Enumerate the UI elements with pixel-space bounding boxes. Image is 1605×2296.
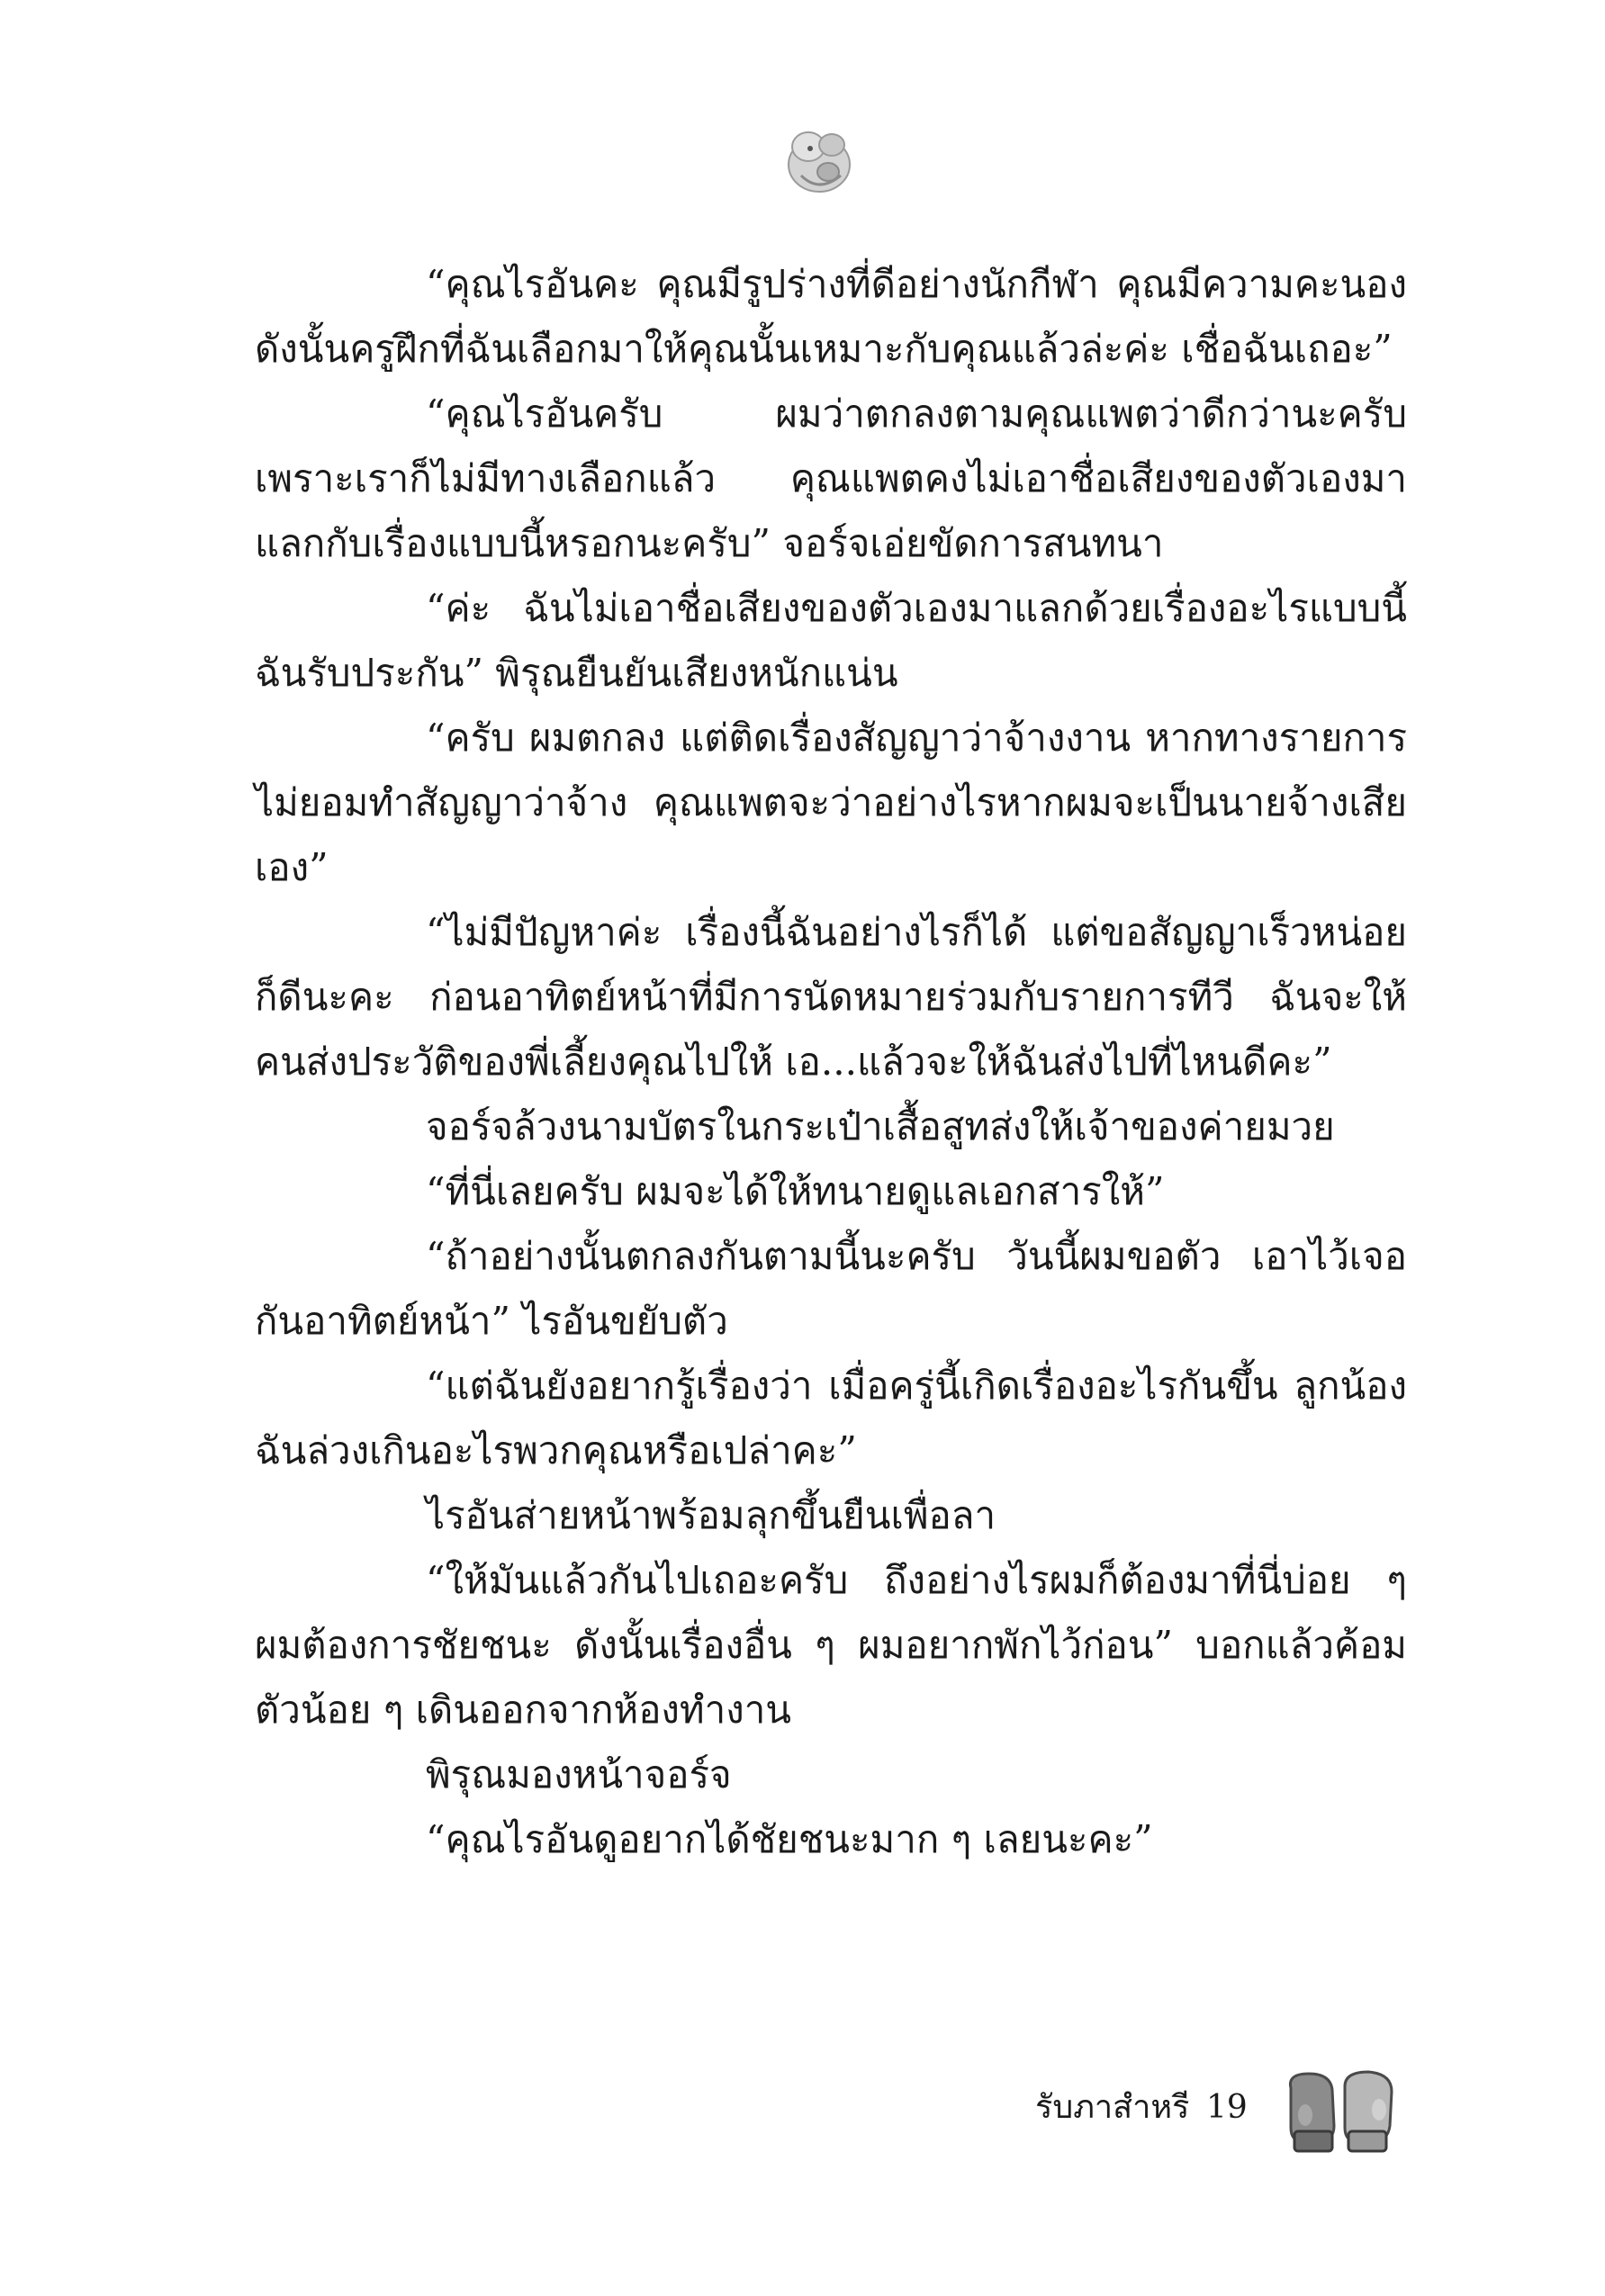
boxing-gloves-icon	[1278, 2070, 1404, 2156]
paragraph: “แต่ฉันยังอยากรู้เรื่องว่า เมื่อครู่นี้เกิดเรื่องอะไรกันขึ้น ลูกน้องฉันล่วงเกินอะไรพวกคุณหรือเปล่าคะ”	[255, 1364, 1407, 1472]
paragraph: “ที่นี่เลยครับ ผมจะได้ให้ทนายดูแลเอกสารให้”	[426, 1169, 1165, 1213]
cartoon-ornament-icon	[774, 113, 864, 203]
paragraph: “ครับ ผมตกลง แต่ติดเรื่องสัญญาว่าจ้างงาน หากทางรายการไม่ยอมทำสัญญาว่าจ้าง คุณแพตจะว่าอย่างไรหากผมจะเป็นนายจ้างเสียเอง”	[255, 716, 1407, 889]
paragraph: ไรอันส่ายหน้าพร้อมลุกขึ้นยืนเพื่อลา	[426, 1493, 996, 1537]
page-number: 19	[1206, 2089, 1248, 2126]
paragraph: “ค่ะ ฉันไม่เอาชื่อเสียงของตัวเองมาแลกด้วยเรื่องอะไรแบบนี้ ฉันรับประกัน” พิรุณยืนยันเสียงหนักแน่น	[255, 586, 1407, 695]
paragraph: “คุณไรอันครับ ผมว่าตกลงตามคุณแพตว่าดีกว่านะครับ เพราะเราก็ไม่มีทางเลือกแล้ว คุณแพตคงไม่เอาชื่อเสียงของตัวเองมาแลกกับเรื่องแบบนี้หรอกนะครับ” จอร์จเอ่ยขัดการสนทนา	[255, 392, 1407, 565]
paragraph: “คุณไรอันดูอยากได้ชัยชนะมาก ๆ เลยนะคะ”	[426, 1817, 1153, 1861]
paragraph: พิรุณมองหน้าจอร์จ	[426, 1752, 732, 1796]
paragraph: “ถ้าอย่างนั้นตกลงกันตามนี้นะครับ วันนี้ผมขอตัว เอาไว้เจอกันอาทิตย์หน้า” ไรอันขยับตัว	[255, 1234, 1407, 1343]
paragraph: “คุณไรอันคะ คุณมีรูปร่างที่ดีอย่างนักกีฬา คุณมีความคะนอง ดังนั้นครูฝึกที่ฉันเลือกมาให้คุณนั้นเหมาะกับคุณแล้วล่ะค่ะ เชื่อฉันเถอะ”	[255, 262, 1407, 371]
page-footer	[1035, 2070, 1413, 2142]
running-footer-title: รับภาสำหรี	[1035, 2089, 1190, 2126]
body-text	[255, 252, 1407, 1872]
paragraph: “ให้มันแล้วกันไปเถอะครับ ถึงอย่างไรผมก็ต้องมาที่นี่บ่อย ๆ ผมต้องการชัยชนะ ดังนั้นเรื่องอื่น ๆ ผมอยากพักไว้ก่อน” บอกแล้วค้อมตัวน้อย ๆ เดินออกจากห้องทำงาน	[255, 1558, 1407, 1732]
paragraph: “ไม่มีปัญหาค่ะ เรื่องนี้ฉันอย่างไรก็ได้ แต่ขอสัญญาเร็วหน่อยก็ดีนะคะ ก่อนอาทิตย์หน้าที่มีการนัดหมายร่วมกับรายการทีวี ฉันจะให้คนส่งประวัติของพี่เลี้ยงคุณไปให้ เอ...แล้วจะให้ฉันส่งไปที่ไหนดีคะ”	[255, 910, 1407, 1084]
paragraph: จอร์จล้วงนามบัตรในกระเป๋าเสื้อสูทส่งให้เจ้าของค่ายมวย	[426, 1104, 1335, 1148]
